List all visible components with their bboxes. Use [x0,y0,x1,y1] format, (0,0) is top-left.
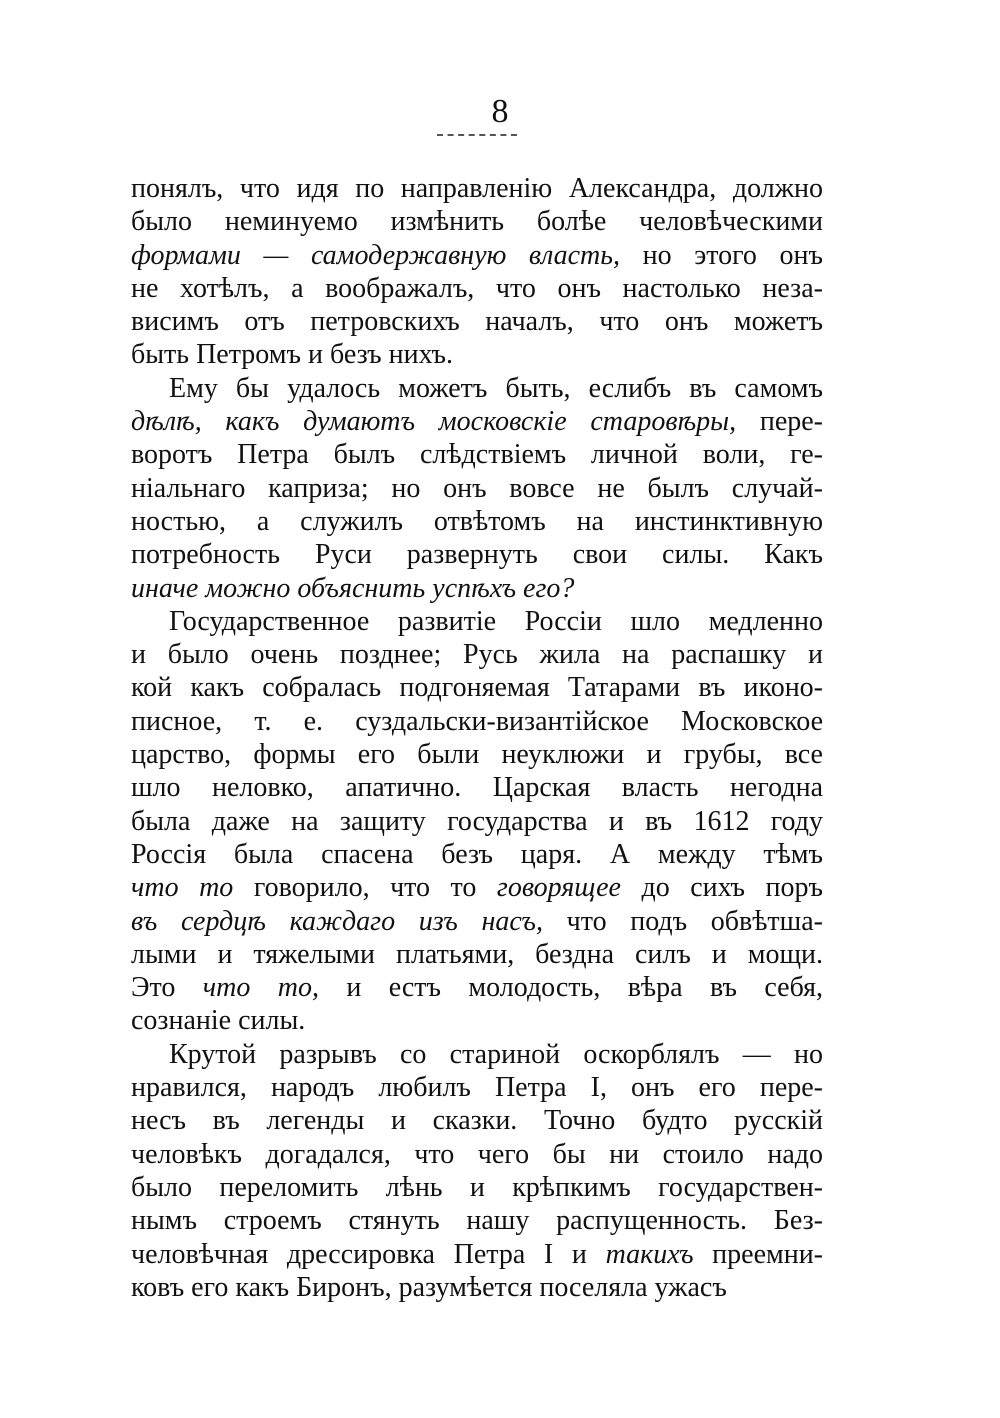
text-line [131,372,823,405]
text-segment: лыми и тяжелыми платьями, бездна силъ и мощи. [131,938,823,970]
text-line [131,472,823,505]
emphasized-text: иначе можно объяснить успѣхъ его? [131,572,575,604]
text-line [131,805,823,838]
text-segment: висимъ отъ петровскихъ началъ, что онъ можетъ [131,306,823,338]
text-segment: нымъ строемъ стянуть нашу распущенность. Без- [131,1205,823,1237]
text-segment: нравился, народъ любилъ Петра I, онъ его пере- [131,1072,823,1104]
text-line [131,1171,823,1204]
text-line [131,871,823,904]
text-segment: но этого онъ [620,239,823,271]
text-segment: понялъ, что идя по направленію Александра, должно [131,173,823,204]
page-number-rule [437,134,517,136]
text-segment: писное, т. е. суздальски-византійское Московское [131,705,823,737]
emphasized-text: дѣлѣ, какъ думаютъ московскіе старовѣры, [131,406,737,438]
text-segment: человѣчная дрессировка Петра I и [131,1238,606,1270]
text-line [131,1104,823,1137]
text-line [131,538,823,571]
emphasized-text: такихъ [605,1238,694,1270]
text-segment: быть Петромъ и безъ нихъ. [131,339,454,371]
text-segment: сознаніе силы. [131,1005,306,1037]
text-segment: пере- [736,406,823,438]
text-line [131,1271,823,1304]
text-line [131,572,823,605]
text-line [131,771,823,804]
text-segment: ностью, а служилъ отвѣтомъ на инстинктивную [131,505,823,537]
text-segment: Россія была спасена безъ царя. А между тѣмъ [131,838,823,870]
paragraph [131,372,823,605]
text-line [131,938,823,971]
emphasized-text: что то [131,872,234,904]
text-line [131,905,823,938]
text-line [131,272,823,305]
text-line [131,738,823,771]
emphasized-text: формами — самодержавную власть, [131,239,621,271]
text-segment: царство, формы его были неуклюжи и грубы, все [131,739,823,771]
text-line [131,1138,823,1171]
text-segment: было неминуемо измѣнить болѣе человѣческими [131,206,823,238]
text-line [131,172,823,205]
text-segment: что подъ обвѣтша- [542,905,823,937]
paragraph [131,1038,823,1304]
emphasized-text: говорящее [496,872,621,904]
text-line [131,338,823,371]
text-segment: человѣкъ догадался, что чего бы ни стоило надо [131,1138,823,1170]
text-line [131,505,823,538]
text-segment: Государственное развитіе Россіи шло медленно [169,605,823,637]
text-segment: ніальнаго каприза; но онъ вовсе не былъ случай- [131,472,823,504]
text-line [131,1038,823,1071]
text-line [131,405,823,438]
text-line [131,671,823,704]
text-segment: до сихъ поръ [620,872,823,904]
text-line [131,705,823,738]
text-segment: Крутой разрывъ со стариной оскорблялъ — но [169,1038,823,1070]
text-segment: ковъ его какъ Биронъ, разумѣется поселяла ужасъ [131,1271,727,1303]
text-line [131,305,823,338]
page-number: 8 [491,93,509,130]
text-line [131,1004,823,1037]
text-segment: шло неловко, апатично. Царская власть негодна [131,772,823,804]
text-segment: не хотѣлъ, а воображалъ, что онъ настолько неза- [131,272,823,304]
text-line [131,1204,823,1237]
text-line [131,971,823,1004]
paragraph [131,172,823,372]
text-segment: преемни- [693,1238,824,1270]
text-line [131,239,823,272]
text-line [131,1071,823,1104]
text-segment: несъ въ легенды и сказки. Точно будто русскій [131,1105,823,1137]
text-segment: и естъ молодость, вѣра въ себя, [318,972,823,1004]
paragraph [131,605,823,1038]
text-segment: была даже на защиту государства и въ 1612 году [131,805,823,837]
emphasized-text: въ сердцѣ каждаго изъ насъ, [131,905,543,937]
text-segment: воротъ Петра былъ слѣдствіемъ личной воли, ге- [131,439,823,471]
body-text [131,172,823,1304]
text-segment: Это [131,972,203,1004]
text-segment: Ему бы удалось можетъ быть, еслибъ въ самомъ [169,372,823,404]
text-line [131,205,823,238]
text-line [131,1238,823,1271]
text-line [131,638,823,671]
text-segment: говорило, что то [233,872,497,904]
text-line [131,605,823,638]
text-segment: и было очень позднее; Русь жила на распашку и [131,639,823,671]
emphasized-text: что то, [202,972,319,1004]
text-line [131,438,823,471]
text-segment: потребность Руси развернуть свои силы. Какъ [131,539,823,571]
text-line [131,838,823,871]
text-segment: кой какъ собралась подгоняемая Татарами въ иконо- [131,672,823,704]
text-segment: было переломить лѣнь и крѣпкимъ государствен- [131,1171,823,1203]
